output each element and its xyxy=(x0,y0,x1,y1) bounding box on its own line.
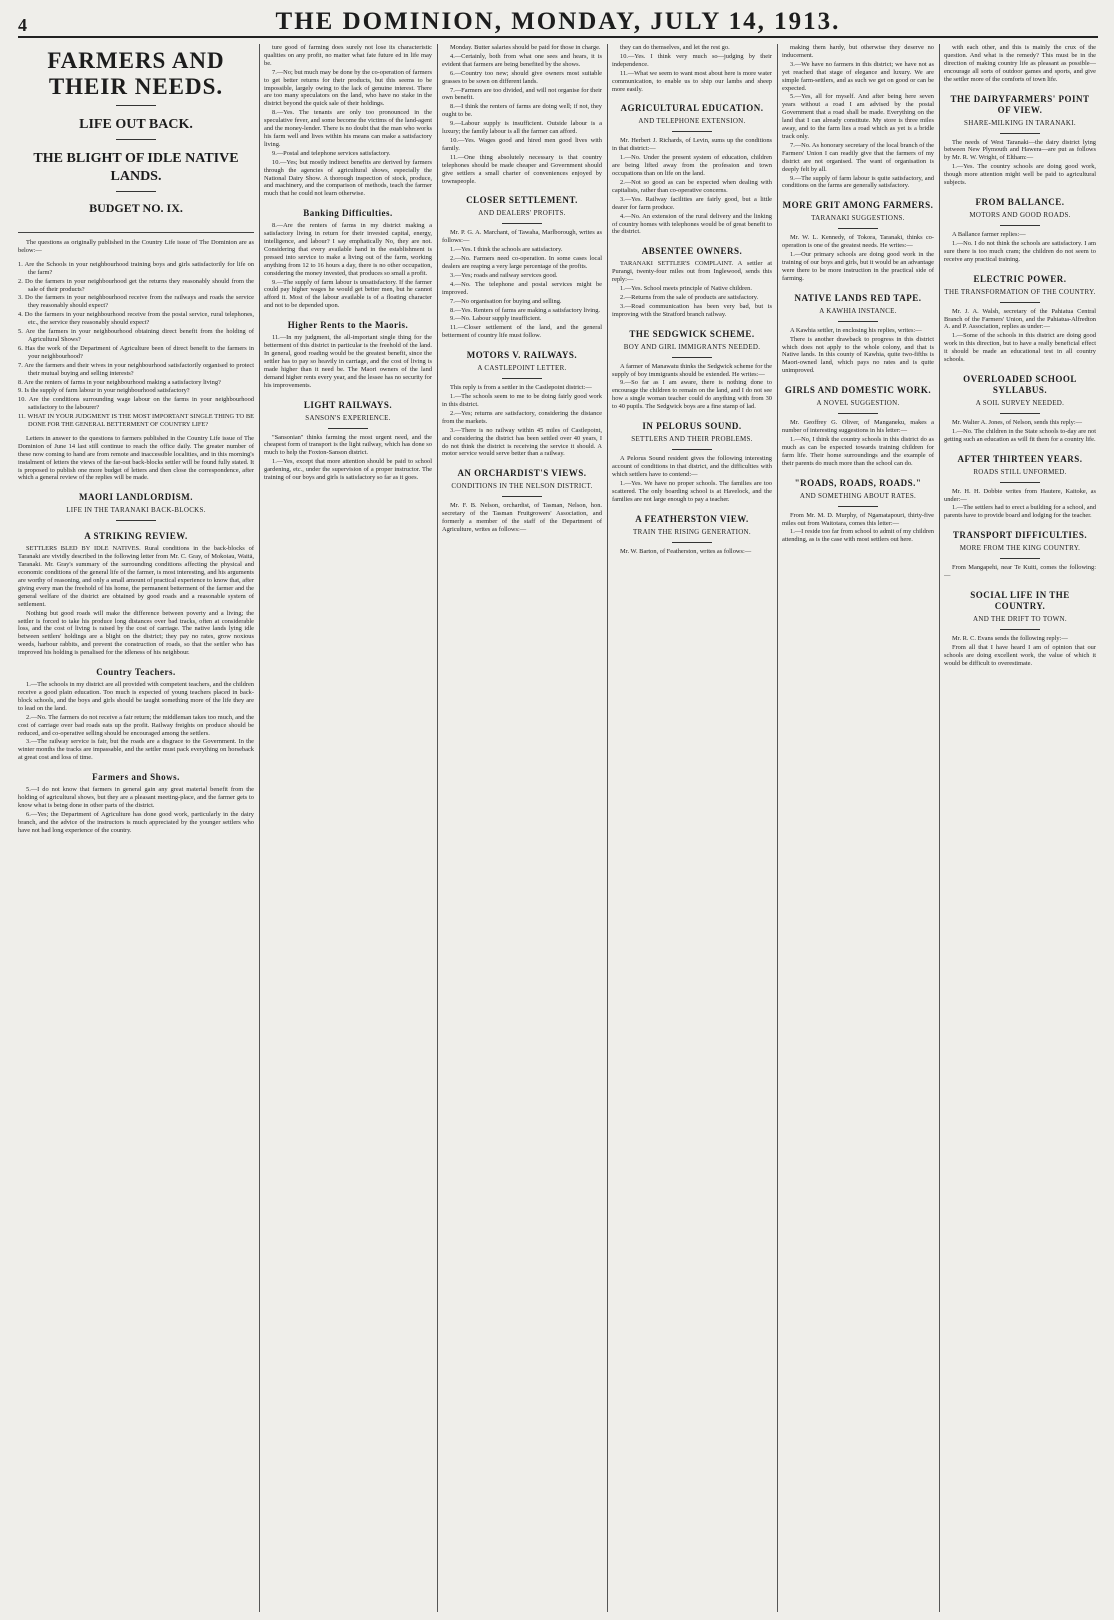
article-paragraph: From Mangapehi, near Te Kuiti, comes the following:— xyxy=(944,564,1096,580)
article-paragraph: 5.—I do not know that farmers in general gain any great material benefit from the holding of agricultural shows, but they are a pleasant meeting-place, and the farmer gets to know what is being done in other parts of the district. xyxy=(18,786,254,809)
question-item: 5. Are the farmers in your neighbourhood obtaining direct benefit from the holding of Agricultural Shows? xyxy=(18,328,254,343)
section-heading: OVERLOADED SCHOOL SYLLABUS. xyxy=(963,373,1077,395)
section-subheading: BOY AND GIRL IMMIGRANTS NEEDED. xyxy=(623,342,761,351)
section-subheading: A SOIL SURVEY NEEDED. xyxy=(975,398,1065,407)
section-subheading: SHARE-MILKING IN TARANAKI. xyxy=(964,118,1076,127)
main-headline xyxy=(18,48,254,233)
page-number: 4 xyxy=(18,15,27,35)
article-paragraph: 3.—We have no farmers in this district; we have not as yet reached that stage of elegance and luxury. We are simple farm-settlers, and as such we get on good or can be expected. xyxy=(782,60,934,92)
divider xyxy=(116,191,156,192)
article-paragraph: 2.—Not so good as can be expected when dealing with capitalists, rather than co-operative concerns. xyxy=(612,178,772,194)
column-3 xyxy=(442,44,602,1612)
section-subheading: SANSON'S EXPERIENCE. xyxy=(305,413,391,422)
article-paragraph: "Sansonian" thinks farming the most urgent need, and the cheapest form of transport is the light railway, which has done so much to help the Foxton-Sanson district. xyxy=(264,433,432,457)
article-paragraph: 10.—Yes. I think very much so—judging by their independence. xyxy=(612,52,772,68)
article-paragraph: Mr. J. A. Walsh, secretary of the Pahiatua Central Branch of the Farmers' Union, and the Pahiatua-Alfredton A. and P. Association, replies as under:— xyxy=(944,307,1096,331)
headline-title: FARMERS AND THEIR NEEDS. xyxy=(47,48,225,99)
article-paragraph: 1.—Yes. I think the schools are satisfactory. xyxy=(450,246,563,254)
question-item: 7. Are the farmers and their wives in your neighbourhood satisfactorily organised to protect their mutual buying and selling interests? xyxy=(18,361,254,377)
section-heading: MOTORS V. RAILWAYS. xyxy=(466,350,578,361)
article-paragraph: 1.—No. I do not think the schools are satisfactory. I am sure there is too much cram; the children do not seem to receive any practical training. xyxy=(944,239,1096,263)
article-paragraph: From Mr. M. D. Murphy, of Ngamatapouri, thirty-five miles out from Waitotara, comes this letter:— xyxy=(782,511,934,527)
article-paragraph: 2.—Returns from the sale of products are satisfactory. xyxy=(620,293,759,301)
column-1 xyxy=(18,44,254,1612)
article-paragraph: 6.—Country too new; should give owners most suitable grasses to be sown on different lands. xyxy=(442,69,602,85)
article-paragraph: 1.—I reside too far from school to admit of my children attending, as is the case with most settlers out here. xyxy=(782,528,934,544)
divider xyxy=(838,228,878,229)
article-paragraph: 1.—The schools seem to me to be doing fairly good work in this district. xyxy=(442,393,602,408)
article-paragraph: 9.—The supply of farm labour is quite satisfactory, and conditions on the farms are generally satisfactory. xyxy=(782,174,934,190)
section-subheading: A NOVEL SUGGESTION. xyxy=(816,399,900,408)
section-heading: "ROADS, ROADS, ROADS." xyxy=(794,477,922,488)
article-paragraph: 3.—The railway service is fair, but the roads are a disgrace to the Government. In the winter months the tracks are impassable, and the settler must pack everything on horseback at great cost and loss of time. xyxy=(18,738,254,762)
article-paragraph: 2.—Yes; returns are satisfactory, considering the distance from the markets. xyxy=(442,409,602,425)
section-heading: Banking Difficulties. xyxy=(303,208,393,219)
masthead-title: THE DOMINION, MONDAY, JULY 14, 1913. xyxy=(275,8,841,35)
section-heading: A FEATHERSTON VIEW. xyxy=(635,513,749,524)
section-subheading: AND DEALERS' PROFITS. xyxy=(478,209,566,218)
article-paragraph: 9.—So far as I am aware, there is nothing done to encourage the children to remain on the land, and I do not see how a single woman teacher could do anything with from 30 to 40 pupils. The Sedgwick boys are a fine stamp of lad. xyxy=(612,379,772,411)
article-paragraph: A farmer of Manawatu thinks the Sedgwick scheme for the supply of boy immigrants should be extended. He writes:— xyxy=(612,362,772,378)
column-6 xyxy=(944,44,1096,1612)
article-paragraph: 1.—Yes. School meets principle of Native children. xyxy=(620,285,752,293)
article-paragraph: 1.—Yes, except that more attention should be paid to school gardening, etc., under the supervision of a proper instructor. The training of our boys and girls is satisfactory so far as it goes. xyxy=(264,458,432,482)
divider xyxy=(672,542,712,543)
section-heading: THE DAIRYFARMERS' POINT OF VIEW. xyxy=(950,93,1090,115)
section-subheading: TARANAKI SUGGESTIONS. xyxy=(811,214,905,223)
section-heading: TRANSPORT DIFFICULTIES. xyxy=(952,530,1088,541)
article-paragraph: A Ballance farmer replies:— xyxy=(952,230,1026,238)
section-heading: Higher Rents to the Maoris. xyxy=(287,320,409,331)
article-paragraph: 6.—Yes; the Department of Agriculture has done good work, particularly in the dairy branch, and the advice of the instructors is much appreciated by the younger settlers who have not had long experience of the country. xyxy=(18,810,254,834)
divider xyxy=(838,413,878,414)
article-paragraph: A Kawhia settler, in enclosing his replies, writes:— xyxy=(790,326,922,334)
article-paragraph: 1.—The settlers had to erect a building for a school, and parents have to provide board and lodging for the teacher. xyxy=(944,504,1096,520)
divider xyxy=(1000,482,1040,483)
divider xyxy=(1000,629,1040,630)
question-item: 4. Do the farmers in your neighbourhood receive from the postal service, rural telephones, etc., the service they reasonably should expect? xyxy=(18,311,254,327)
headline-deck-1: LIFE OUT BACK. xyxy=(79,117,193,132)
article-paragraph: Mr. Walter A. Jones, of Nelson, sends this reply:— xyxy=(952,418,1083,426)
section-heading: GIRLS AND DOMESTIC WORK. xyxy=(784,385,932,396)
divider xyxy=(1000,558,1040,559)
article-paragraph: 2.—No. Farmers need co-operation. In some cases local dealers are reaping a very large percentage of the profits. xyxy=(442,255,602,271)
section-subheading: LIFE IN THE TARANAKI BACK-BLOCKS. xyxy=(66,506,206,515)
article-paragraph: The needs of West Taranaki—the dairy district lying between New Plymouth and Hawera—are put as follows by Mr. R. W. Wright, of Eltham:— xyxy=(944,138,1096,162)
article-paragraph: 9.—Postal and telephone services satisfactory. xyxy=(272,149,391,157)
section-subheading: ROADS STILL UNFORMED. xyxy=(973,467,1067,476)
column-rule xyxy=(437,44,438,1612)
divider xyxy=(502,496,542,497)
article-paragraph: 8.—Are the renters of farms in my district making a satisfactory living in return for their invested capital, energy, intelligence, and labour? I say emphatically No, they are not. Considering that every available hand in the establishment is pressed into service to make a living out of the farm, working anything from 12 to 16 hours a day, there is no other occupation, considering the money invested, that produces so small a profit. xyxy=(264,222,432,277)
section-heading: ELECTRIC POWER. xyxy=(973,273,1067,284)
divider xyxy=(838,321,878,322)
divider xyxy=(1000,302,1040,303)
article-paragraph: This reply is from a settler in the Castlepoint district:— xyxy=(450,384,592,392)
column-rule xyxy=(607,44,608,1612)
article-paragraph: 11.—Closer settlement of the land, and the general betterment of country life must follow. xyxy=(442,324,602,340)
article-paragraph: Mr. Herbert J. Richards, of Levin, sums up the conditions in that district:— xyxy=(612,137,772,153)
section-subheading: TRAIN THE RISING GENERATION. xyxy=(633,527,751,536)
headline-deck-2: THE BLIGHT OF IDLE NATIVE LANDS. xyxy=(33,151,239,184)
section-subheading: A CASTLEPOINT LETTER. xyxy=(477,364,567,373)
question-item: 1. Are the Schools in your neighbourhood training boys and girls satisfactorily for life on the farm? xyxy=(18,260,254,276)
article-paragraph: 1.—Yes. We have no proper schools. The families are too scattered. The only boarding school is at Havelock, and the families are not large enough to pay a teacher. xyxy=(612,479,772,503)
article-paragraph: ture good of farming does surely not lose its characteristic qualities on any profit, no matter what fate future ed in life may be. xyxy=(264,44,432,67)
intro-paragraph: The questions as originally published in the Country Life issue of The Dominion are as below:— xyxy=(18,239,254,254)
question-item: 6. Has the work of the Department of Agriculture been of direct benefit to the farmers in your neighbourhood? xyxy=(18,344,254,360)
divider xyxy=(672,357,712,358)
section-heading: A STRIKING REVIEW. xyxy=(84,531,188,542)
section-heading: AN ORCHARDIST'S VIEWS. xyxy=(457,468,587,479)
headline-deck-3: BUDGET NO. IX. xyxy=(89,201,183,215)
divider xyxy=(838,506,878,507)
article-paragraph: 11.—What we seem to want most about here is more water communication, to enable us to ship our lambs and sheep more easily. xyxy=(612,69,772,93)
section-heading: LIGHT RAILWAYS. xyxy=(303,399,393,410)
section-subheading: A KAWHIA INSTANCE. xyxy=(819,306,897,315)
article-paragraph: 9.—No. Labour supply insufficient. xyxy=(450,315,542,323)
article-paragraph: 8.—Yes. The tenants are only too pronounced in the speculative fever, and some become the victims of the land-agent and the money-lender. There is no doubt that the man who works his farm well and lives within his means can make a satisfactory living. xyxy=(264,109,432,148)
section-heading: Farmers and Shows. xyxy=(92,772,180,783)
article-paragraph: 7.—Farmers are too divided, and will not organise for their own benefit. xyxy=(442,86,602,102)
article-paragraph: 4.—Certainly, both from what one sees and hears, it is evident that farmers are being benefited by the shows. xyxy=(442,52,602,68)
column-rule xyxy=(777,44,778,1612)
divider xyxy=(672,131,712,132)
divider xyxy=(1000,133,1040,134)
article-paragraph: 11.—One thing absolutely necessary is that country telephones should be made cheaper and Government should give settlers a small charter of conveniences enjoyed by townspeople. xyxy=(442,153,602,185)
column-2 xyxy=(264,44,432,1612)
article-paragraph: 3.—Yes; roads and railway services good. xyxy=(450,271,558,279)
section-heading: NATIVE LANDS RED TAPE. xyxy=(794,292,922,303)
divider xyxy=(502,378,542,379)
section-subheading: MOTORS AND GOOD ROADS. xyxy=(969,210,1071,219)
article-paragraph: 8.—Yes. Renters of farms are making a satisfactory living. xyxy=(450,306,601,314)
column-1-body xyxy=(18,435,254,835)
article-paragraph: Mr. R. C. Evans sends the following reply:— xyxy=(952,635,1068,643)
divider xyxy=(328,428,368,429)
section-subheading: MORE FROM THE KING COUNTRY. xyxy=(959,544,1081,553)
section-subheading: THE TRANSFORMATION OF THE COUNTRY. xyxy=(944,287,1096,296)
article-paragraph: they can do themselves, and let the rest go. xyxy=(620,44,730,51)
section-heading: Country Teachers. xyxy=(96,667,176,678)
question-item: 9. Is the supply of farm labour in your neighbourhood satisfactory? xyxy=(18,387,190,395)
question-item: 8. Are the renters of farms in your neighbourhood making a satisfactory living? xyxy=(18,378,221,386)
article-paragraph: 1.—No. The children in the State schools to-day are not getting such an education as will fit them for a country life. xyxy=(944,427,1096,443)
article-paragraph: There is another drawback to progress in this district which does not apply to the whole colony, and that is Native lands. In this county of Kawhia, quite two-fifths is Maori-owned land, which pays no rates and is quite unimproved. xyxy=(782,335,934,375)
article-paragraph: 10.—Yes; but mostly indirect benefits are derived by farmers through the agencies of agricultural shows, especially the National Dairy Show. A thorough inspection of stock, produce, and machinery, and the comparison of methods, teach the farmer much that he could not learn otherwise. xyxy=(264,158,432,198)
article-paragraph: 7.—No. As honorary secretary of the local branch of the Farmers' Union I can readily give that the farmers of my district are not organised. The want of organisation is deeply felt by all. xyxy=(782,141,934,173)
section-subheading: AND SOMETHING ABOUT RATES. xyxy=(799,491,917,500)
column-rule xyxy=(939,44,940,1612)
section-heading: THE SEDGWICK SCHEME. xyxy=(629,328,755,339)
article-paragraph: 1.—No. Under the present system of education, children are being lifted away from the profession and town occupations than on life on the land. xyxy=(612,154,772,178)
article-paragraph: 7.—No; but much may be done by the co-operation of farmers to get better returns for their products, but this seems to be impossible, largely owing to the lack of genuine interest. There are too many speculators on the land, who have no stake in the district beyond the quick sale of their holdings. xyxy=(264,68,432,108)
article-paragraph: 1.—Our primary schools are doing good work in the training of our boys and girls, but it would be an advantage were there to be more instruction in the practical side of farming. xyxy=(782,251,934,282)
article-paragraph: A Pelorus Sound resident gives the following interesting account of conditions in that district, and the difficulties with which settlers have to contend:— xyxy=(612,455,772,478)
article-paragraph: 9.—The supply of farm labour is unsatisfactory. If the farmer could pay higher wages he would get better men, but he cannot afford it. Most of the labour available is of a floating character and not to be depended upon. xyxy=(264,278,432,310)
divider xyxy=(672,449,712,450)
section-heading: CLOSER SETTLEMENT. xyxy=(466,195,578,206)
article-paragraph: Nothing but good roads will make the difference between poverty and a living; the settler is forced to take his produce long distances over bad tracks, often at considerable loss, and the cost of living is raised by the cost of carriage. The native lands lying idle between settlers' holdings are a blight on the district; they pay no rates, grow noxious weeds, harbour rabbits, and prevent the construction of roads, so that the settler who has improved his holding is penalised for the idleness of his neighbour. xyxy=(18,609,254,657)
column-rule xyxy=(259,44,260,1612)
article-paragraph: 7.—No organisation for buying and selling. xyxy=(450,297,562,305)
article-paragraph: Mr. W. Barton, of Featherston, writes as follows:— xyxy=(620,547,752,555)
question-item: 10. Are the conditions surrounding wage labour on the farms in your neighbourhood satisfactory to the labourer? xyxy=(18,396,254,412)
section-heading: SOCIAL LIFE IN THE COUNTRY. xyxy=(970,590,1070,612)
divider xyxy=(1000,413,1040,414)
article-paragraph: 10.—Yes. Wages good and hired men good lives with family. xyxy=(442,136,602,152)
column-4 xyxy=(612,44,772,1612)
article-paragraph: 3.—There is no railway within 45 miles of Castlepoint, and considering the district has been settled over 40 years, I do not think the district is receiving the service it should. A motor service would serve better than a railway. xyxy=(442,426,602,458)
article-paragraph: making them hardy, but otherwise they deserve no inducement. xyxy=(782,44,934,59)
masthead xyxy=(18,6,1098,38)
article-paragraph: SETTLERS BLED BY IDLE NATIVES. Rural conditions in the back-blocks of Taranaki are vividly described in the following letter from Mr. C. Gray, of Mokoiau, Waitā, Taranaki. Mr. Gray's summary of the surrounding conditions affecting the physical and economic conditions of the general life of the farmer, is most interesting, and his arguments are worthy of reasoning, and only a small amount of practical experience to know that, after giving every man the freehold of his home, the permanent betterment of the farmer and the general welfare of the district are obtained by good roads and a reasonable system of settlement. xyxy=(18,545,254,608)
article-paragraph: 3.—Yes. Railway facilities are fairly good, but a little dearer for farm produce. xyxy=(612,195,772,211)
article-paragraph: 1.—Some of the schools in this district are doing good work in this direction, but to have a really beneficial effect it should be made an educational test in all country schools. xyxy=(944,332,1096,364)
question-item: 2. Do the farmers in your neighbourhood get the returns they reasonably should from the sale of their products? xyxy=(18,277,254,293)
question-item: 3. Do the farmers in your neighbourhood receive from the railways and roads the service they reasonably should expect? xyxy=(18,294,254,310)
article-paragraph: 11.—In my judgment, the all-important single thing for the betterment of this district in particular is the freehold of the land. In general, good roading would be the greatest benefit, since the settler has to pay so heavily in carriage, and the cost of living is made higher than it need be. The Maori owners of the land demand higher rents every year, and the lessee has no security for his improvements. xyxy=(264,334,432,389)
article-paragraph: Mr. P. G. A. Marchant, of Tawaha, Marlborough, writes as follows:— xyxy=(442,229,602,245)
article-paragraph: 1.—No, I think the country schools in this district do as much as can be expected towards training children for farm life. Their home surroundings and the example of their parents do much more than the school can do. xyxy=(782,436,934,467)
article-paragraph: 4.—No. The telephone and postal services might be improved. xyxy=(442,280,602,296)
article-paragraph: with each other, and this is mainly the crux of the question. And what is the remedy? This must be in the direction of making country life as pleasant as possible—encourage all sorts of outdoor games and sports, and give the settler more of the comforts of town life. xyxy=(944,44,1096,83)
divider xyxy=(116,105,156,106)
column-5 xyxy=(782,44,934,1612)
questions-list xyxy=(18,261,254,429)
article-paragraph: 1.—The schools in my district are all provided with competent teachers, and the children receive a good plain education. Too much is expected of young teachers placed in back-block schools, and the boys and girls should be taught something more of the life they are to lead on the land. xyxy=(18,681,254,712)
divider xyxy=(116,520,156,521)
section-subheading: AND THE DRIFT TO TOWN. xyxy=(973,615,1067,624)
section-heading: ABSENTEE OWNERS. xyxy=(641,246,743,257)
section-subheading: AND TELEPHONE EXTENSION. xyxy=(638,117,746,126)
article-paragraph: 4.—No. An extension of the rural delivery and the linking of country homes with telephones would be of great benefit to the district. xyxy=(612,212,772,236)
article-paragraph: 1.—Yes. The country schools are doing good work, though more attention might well be paid to agricultural subjects. xyxy=(944,163,1096,187)
divider xyxy=(116,139,156,140)
divider xyxy=(502,223,542,224)
article-paragraph: 3.—Road communication has been very bad, but is improving with the Stratford branch railway. xyxy=(612,302,772,318)
question-item: 11. WHAT IN YOUR JUDGMENT IS THE MOST IMPORTANT SINGLE THING TO BE DONE FOR THE GENERAL BETTERMENT OF COUNTRY LIFE? xyxy=(18,413,254,429)
section-heading: AGRICULTURAL EDUCATION. xyxy=(620,103,764,114)
article-paragraph: 9.—Labour supply is insufficient. Outside labour is a luxury; the family labour is all the farmer can afford. xyxy=(442,120,602,136)
section-heading: AFTER THIRTEEN YEARS. xyxy=(957,453,1083,464)
divider xyxy=(1000,225,1040,226)
section-heading: FROM BALLANCE. xyxy=(975,196,1065,207)
article-paragraph: Mr. W. L. Kennedy, of Tokora, Taranaki, thinks co-operation is one of the greatest needs. He writes:— xyxy=(782,234,934,250)
article-paragraph: Letters in answer to the questions to farmers published in the Country Life issue of The Dominion of June 14 last still continue to reach the office daily. The greater number of these now coming to hand are from remote and inaccessible localities, and in this morning's instalment of letters the views of the far-out back-blocks settler will be found fully stated. It is proposed to publish one more budget of letters and then close the correspondence, after which a general review of the replies will be made. xyxy=(18,434,254,482)
article-paragraph: 8.—I think the renters of farms are doing well; if not, they ought to be. xyxy=(442,103,602,119)
article-paragraph: Mr. Geoffrey G. Oliver, of Manganeku, makes a number of interesting suggestions in his letter:— xyxy=(782,419,934,435)
article-paragraph: Monday. Butter salaries should be paid for those in charge. xyxy=(450,44,601,51)
article-paragraph: Mr. H. H. Dobbie writes from Hautere, Kaitoke, as under:— xyxy=(944,487,1096,503)
article-paragraph: 2.—No. The farmers do not receive a fair return; the middleman takes too much, and the cost of carriage over bad roads eats up the profit. Railway freights on produce should be reduced, and co-operative selling should be encouraged among the settlers. xyxy=(18,713,254,737)
article-paragraph: From all that I have heard I am of opinion that our schools are doing excellent work, the value of which it would be difficult to overestimate. xyxy=(944,644,1096,667)
section-subheading: CONDITIONS IN THE NELSON DISTRICT. xyxy=(451,482,593,491)
article-paragraph: TARANAKI SETTLER'S COMPLAINT. A settler at Purangi, twenty-four miles out from Inglewood, sends this reply:— xyxy=(612,260,772,284)
section-heading: MORE GRIT AMONG FARMERS. xyxy=(782,200,934,211)
article-paragraph: Mr. F. B. Nelson, orchardist, of Tasman, Nelson, hon. secretary of the Tasman Fruitgrowers' Association, and formerly a member of the staff of the Department of Agriculture, writes as follows:— xyxy=(442,502,602,534)
section-heading: IN PELORUS SOUND. xyxy=(642,421,742,432)
section-subheading: SETTLERS AND THEIR PROBLEMS. xyxy=(631,435,753,444)
section-heading: MAORI LANDLORDISM. xyxy=(78,492,193,503)
article-paragraph: 5.—Yes, all for myself. And after being here seven years without a road I am advised by the postal Government that a road shall be made. Everything on the land that I can already constitute. My store is three miles away, and to the farm lies a road which as yet is a bridle track only. xyxy=(782,93,934,140)
